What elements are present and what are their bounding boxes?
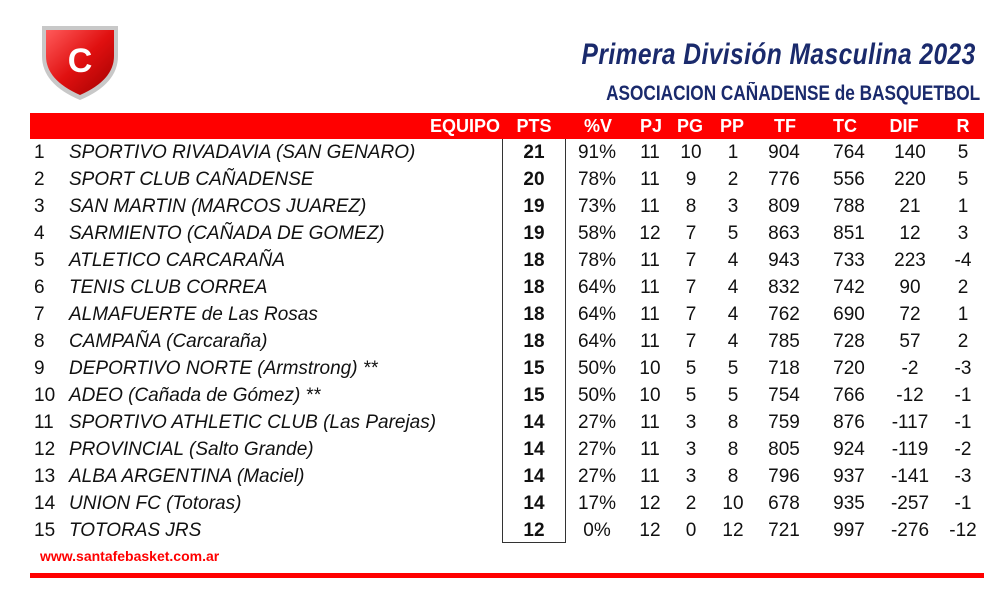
played: 10	[639, 358, 661, 379]
streak: -2	[954, 439, 972, 460]
table-row	[0, 463, 1004, 490]
streak: -1	[954, 385, 972, 406]
win-pct: 0%	[583, 520, 611, 541]
won: 3	[685, 412, 697, 433]
lost: 12	[722, 520, 744, 541]
points: 18	[523, 304, 545, 325]
win-pct: 50%	[577, 358, 617, 379]
team-name: PROVINCIAL (Salto Grande)	[69, 439, 314, 460]
team-name: SAN MARTIN (MARCOS JUAREZ)	[69, 196, 367, 217]
won: 5	[685, 358, 697, 379]
lost: 8	[727, 466, 739, 487]
points-against: 924	[833, 439, 865, 460]
win-pct: 78%	[577, 250, 617, 271]
played: 12	[639, 493, 661, 514]
table-row	[0, 490, 1004, 517]
win-pct: 64%	[577, 277, 617, 298]
position: 14	[34, 493, 56, 514]
lost: 3	[727, 196, 739, 217]
won: 8	[685, 196, 697, 217]
position: 10	[34, 385, 56, 406]
played: 11	[640, 466, 660, 487]
streak: -3	[954, 358, 972, 379]
points-for: 718	[768, 358, 800, 379]
team-name: TENIS CLUB CORREA	[69, 277, 268, 298]
col-r: R	[956, 116, 970, 136]
points-for: 863	[768, 223, 800, 244]
points: 14	[523, 412, 545, 433]
played: 11	[640, 142, 660, 163]
win-pct: 78%	[577, 169, 617, 190]
team-name: UNION FC (Totoras)	[69, 493, 242, 514]
points-against: 935	[833, 493, 865, 514]
streak: 1	[957, 196, 969, 217]
points-for: 759	[768, 412, 800, 433]
streak: 2	[957, 331, 969, 352]
points-for: 762	[768, 304, 800, 325]
table-row	[0, 436, 1004, 463]
difference: 140	[894, 142, 926, 163]
logo-letter: C	[67, 42, 93, 80]
association-name: ASOCIACION CAÑADENSE de BASQUETBOL	[605, 82, 980, 105]
points-against: 690	[833, 304, 865, 325]
position: 4	[34, 223, 45, 244]
points: 21	[523, 142, 545, 163]
table-row	[0, 355, 1004, 382]
points-against: 937	[833, 466, 865, 487]
position: 8	[34, 331, 45, 352]
team-name: SPORTIVO RIVADAVIA (SAN GENARO)	[69, 142, 416, 163]
position: 6	[34, 277, 45, 298]
page-title: Primera División Masculina 2023	[581, 38, 976, 71]
points: 19	[523, 196, 545, 217]
team-name: SPORT CLUB CAÑADENSE	[69, 169, 314, 190]
played: 11	[640, 169, 660, 190]
streak: 3	[957, 223, 969, 244]
team-name: ADEO (Cañada de Gómez) **	[69, 385, 321, 406]
table-row	[0, 139, 1004, 166]
won: 3	[685, 439, 697, 460]
difference: -141	[890, 466, 930, 487]
streak: -3	[954, 466, 972, 487]
lost: 10	[722, 493, 744, 514]
position: 7	[34, 304, 45, 325]
difference: 220	[894, 169, 926, 190]
points-against: 766	[833, 385, 865, 406]
win-pct: 58%	[577, 223, 617, 244]
points-against: 733	[833, 250, 865, 271]
won: 3	[685, 466, 697, 487]
table-row	[0, 274, 1004, 301]
lost: 4	[727, 277, 739, 298]
table-row	[0, 193, 1004, 220]
points-for: 678	[768, 493, 800, 514]
position: 1	[34, 142, 45, 163]
lost: 8	[727, 439, 739, 460]
points: 14	[523, 439, 545, 460]
position: 9	[34, 358, 45, 379]
win-pct: 17%	[577, 493, 617, 514]
won: 7	[685, 223, 697, 244]
points-against: 997	[833, 520, 865, 541]
played: 11	[640, 412, 660, 433]
played: 11	[640, 331, 660, 352]
played: 12	[639, 223, 661, 244]
difference: 12	[899, 223, 921, 244]
won: 7	[685, 331, 697, 352]
position: 11	[34, 412, 54, 433]
col-pg: PG	[676, 116, 703, 136]
win-pct: 50%	[577, 385, 617, 406]
win-pct: 64%	[577, 304, 617, 325]
lost: 5	[727, 358, 739, 379]
points-for: 776	[768, 169, 800, 190]
streak: 1	[957, 304, 969, 325]
team-name: CAMPAÑA (Carcaraña)	[69, 331, 268, 352]
col-pj: PJ	[639, 116, 663, 136]
win-pct: 91%	[577, 142, 617, 163]
points-against: 876	[833, 412, 865, 433]
col-tc: TC	[833, 116, 857, 136]
streak: 2	[957, 277, 969, 298]
points-against: 556	[833, 169, 865, 190]
won: 7	[685, 250, 697, 271]
streak: -4	[954, 250, 972, 271]
difference: -276	[890, 520, 930, 541]
team-name: SPORTIVO ATHLETIC CLUB (Las Parejas)	[69, 412, 437, 433]
table-row	[0, 328, 1004, 355]
table-row	[0, 220, 1004, 247]
win-pct: 27%	[577, 466, 617, 487]
position: 5	[34, 250, 45, 271]
position: 2	[34, 169, 45, 190]
won: 2	[685, 493, 697, 514]
played: 12	[639, 520, 661, 541]
points: 19	[523, 223, 545, 244]
col-tf: TF	[774, 116, 796, 136]
streak: 5	[957, 169, 969, 190]
points-for: 904	[768, 142, 800, 163]
points: 18	[523, 331, 545, 352]
points-for: 805	[768, 439, 800, 460]
club-shield-logo	[38, 22, 122, 102]
points-for: 943	[768, 250, 800, 271]
points: 14	[523, 493, 545, 514]
position: 15	[34, 520, 56, 541]
points-for: 754	[768, 385, 800, 406]
points-against: 742	[833, 277, 865, 298]
lost: 4	[727, 331, 739, 352]
streak: -1	[954, 412, 972, 433]
points-for: 721	[768, 520, 800, 541]
difference: -257	[890, 493, 930, 514]
lost: 4	[727, 250, 739, 271]
played: 11	[640, 250, 660, 271]
streak: 5	[957, 142, 969, 163]
difference: 223	[894, 250, 926, 271]
difference: -2	[901, 358, 919, 379]
won: 9	[685, 169, 697, 190]
col-pts: PTS	[516, 116, 552, 136]
points: 18	[523, 250, 545, 271]
lost: 8	[727, 412, 739, 433]
points: 12	[523, 520, 545, 541]
points-against: 764	[833, 142, 865, 163]
difference: 21	[899, 196, 921, 217]
position: 13	[34, 466, 56, 487]
won: 7	[685, 304, 697, 325]
lost: 5	[727, 223, 739, 244]
col-equipo: EQUIPO	[429, 116, 500, 136]
table-row	[0, 166, 1004, 193]
difference: 57	[899, 331, 921, 352]
win-pct: 27%	[577, 412, 617, 433]
table-header	[30, 113, 984, 139]
win-pct: 64%	[577, 331, 617, 352]
footer-divider	[30, 573, 984, 578]
website-link[interactable]: www.santafebasket.com.ar	[40, 548, 220, 564]
team-name: ATLETICO CARCARAÑA	[69, 250, 286, 271]
lost: 4	[727, 304, 739, 325]
played: 11	[640, 196, 660, 217]
points-for: 785	[768, 331, 800, 352]
lost: 2	[727, 169, 739, 190]
streak: -12	[949, 520, 977, 541]
col-pct: %V	[583, 116, 612, 136]
team-name: DEPORTIVO NORTE (Armstrong) **	[69, 358, 378, 379]
points: 14	[523, 466, 545, 487]
points: 18	[523, 277, 545, 298]
played: 11	[640, 304, 660, 325]
team-name: ALMAFUERTE de Las Rosas	[69, 304, 318, 325]
difference: 90	[899, 277, 921, 298]
difference: -119	[891, 439, 929, 460]
points: 15	[523, 385, 545, 406]
team-name: TOTORAS JRS	[69, 520, 202, 541]
points-against: 728	[833, 331, 865, 352]
played: 10	[639, 385, 661, 406]
won: 7	[685, 277, 697, 298]
table-row	[0, 409, 1004, 436]
won: 10	[680, 142, 702, 163]
difference: 72	[899, 304, 921, 325]
team-name: SARMIENTO (CAÑADA DE GOMEZ)	[69, 223, 385, 244]
col-dif: DIF	[889, 116, 919, 136]
table-row	[0, 247, 1004, 274]
win-pct: 27%	[577, 439, 617, 460]
points: 20	[523, 169, 545, 190]
points-against: 851	[833, 223, 865, 244]
streak: -1	[954, 493, 972, 514]
position: 12	[34, 439, 56, 460]
points-against: 788	[833, 196, 865, 217]
win-pct: 73%	[577, 196, 617, 217]
difference: -117	[891, 412, 929, 433]
table-row	[0, 301, 1004, 328]
difference: -12	[896, 385, 924, 406]
lost: 1	[727, 142, 739, 163]
points-against: 720	[833, 358, 865, 379]
col-pp: PP	[719, 116, 744, 136]
points: 15	[523, 358, 545, 379]
table-row	[0, 382, 1004, 409]
points-for: 809	[768, 196, 800, 217]
table-row	[0, 517, 1004, 544]
points-for: 832	[768, 277, 800, 298]
played: 11	[640, 439, 660, 460]
won: 0	[685, 520, 697, 541]
won: 5	[685, 385, 697, 406]
lost: 5	[727, 385, 739, 406]
team-name: ALBA ARGENTINA (Maciel)	[69, 466, 305, 487]
points-for: 796	[768, 466, 800, 487]
position: 3	[34, 196, 45, 217]
played: 11	[640, 277, 660, 298]
